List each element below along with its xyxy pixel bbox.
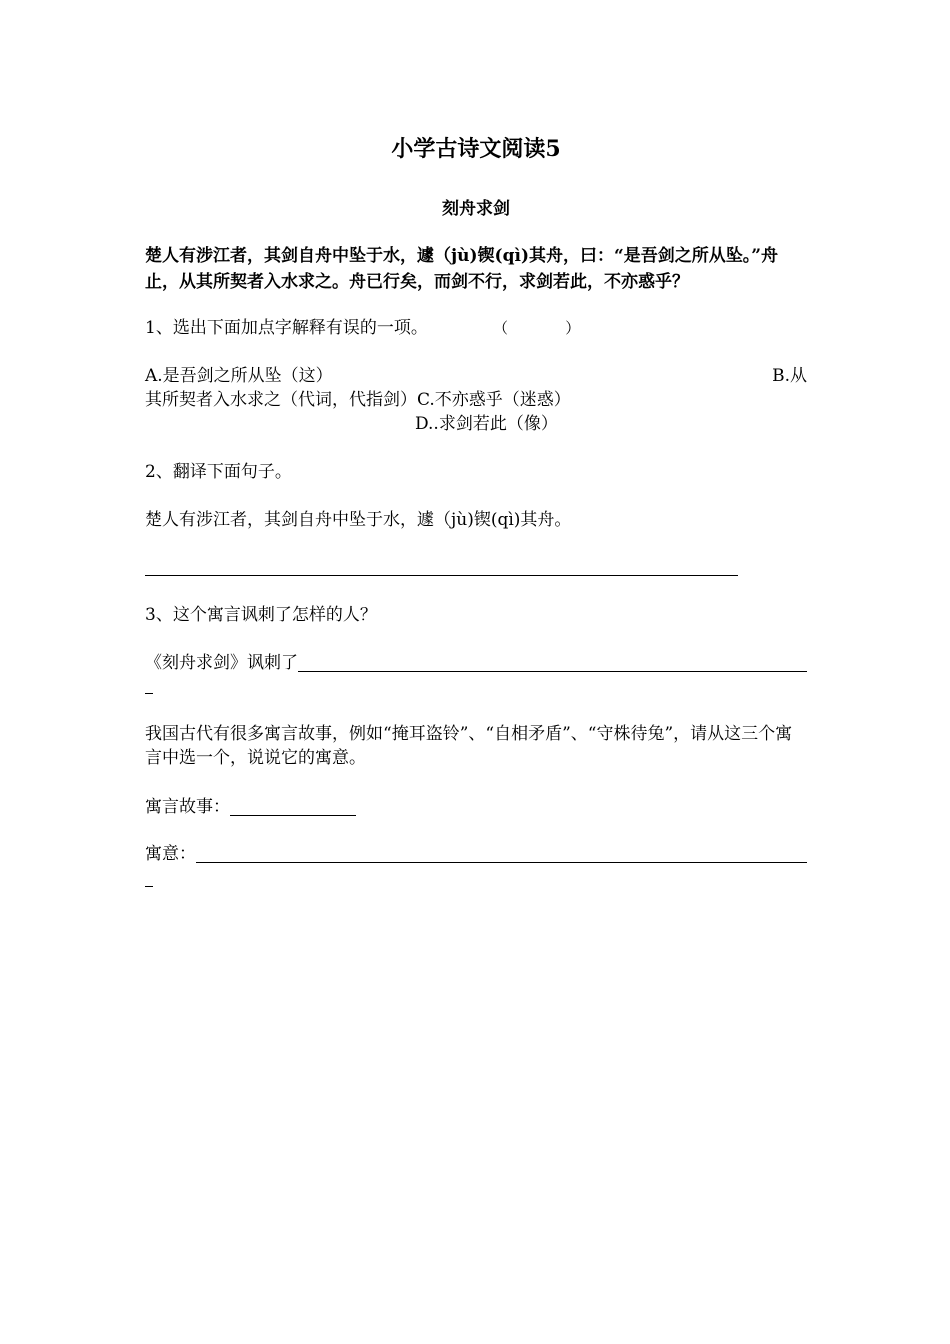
question-2-prompt: 2、翻译下面句子。 [145,462,292,482]
document-page [145,0,807,1344]
answer-line-continuation [145,693,153,694]
fable-question-text: 我国古代有很多寓言故事，例如“掩耳盗铃”、“自相矛盾”、“守株待兔”，请从这三个寓言中选一个，说说它的寓意。 [145,724,793,768]
fable-story-label: 寓言故事： [145,797,230,817]
satire-fill-label: 《刻舟求剑》讽刺了 [145,653,298,673]
fable-meaning-answer-line[interactable] [196,844,807,863]
fable-meaning-label: 寓意： [145,844,196,864]
passage-title: 刻舟求剑 [442,199,510,219]
fable-story-row [145,795,356,819]
document-title: 小学古诗文阅读5 [391,136,561,162]
answer-line-continuation [145,886,153,887]
translation-sentence: 楚人有涉江者，其剑自舟中坠于水，遽（jù)锲(qì)其舟。 [145,510,572,530]
fable-story-answer-line[interactable] [230,797,356,816]
question-1-prompt: 1、选出下面加点字解释有误的一项。 [145,318,428,338]
option-d: D..求剑若此（像） [415,414,558,434]
option-a: A.是吾剑之所从坠（这） [145,366,333,386]
answer-parentheses: （ ） [493,319,581,337]
passage-text: 楚人有涉江者，其剑自舟中坠于水，遽（jù)锲(qì)其舟，曰：“是吾剑之所从坠。”舟止，从其所契者入水求之。舟已行矣，而剑不行，求剑若此，不亦惑乎？ [145,246,779,292]
satire-answer-line[interactable] [298,653,807,672]
fable-meaning-row [145,842,807,866]
question-3-prompt: 3、这个寓言讽刺了怎样的人？ [145,605,377,625]
satire-fill-row [145,651,807,675]
option-b-c: 其所契者入水求之（代词，代指剑）C.不亦惑乎（迷惑） [145,390,571,410]
option-b-start: B.从 [772,366,807,386]
translation-answer-line[interactable] [145,575,738,576]
